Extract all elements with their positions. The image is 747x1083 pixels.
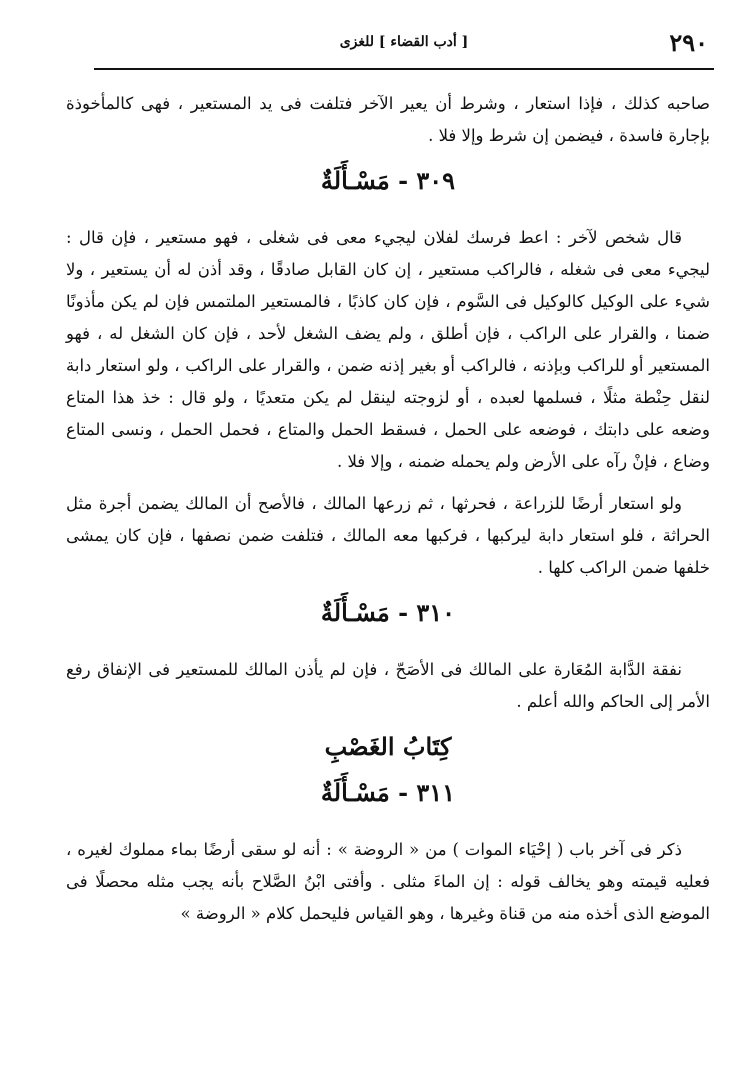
paragraph-carryover: صاحبه كذلك ، فإذا استعار ، وشرط أن يعير الآخر فتلفت فى يد المستعير ، فهى كالمأخوذة بإجارة فاسدة ، فيضمن إن شرط وإلا فلا .	[66, 94, 710, 145]
paragraph-311: ذكر فى آخر باب ( إحْيَاء الموات ) من « الروضة » : أنه لو سقى أرضًا بماء مملوك لغيره ، فعليه قيمته وهو يخالف قوله : إن الماءَ مثلى . وأفتى ابْنُ الصَّلاح بأنه يجب مثله محصلًا فى الموضع الذى أخذه منه من قناة وغيرها ، وهو القياس فليحمل كلام « الروضة »	[66, 840, 710, 923]
running-title: [ أدب القضاء ] للغزى	[339, 34, 469, 50]
paragraph-310: نفقة الدَّابة المُعَارة على المالك فى الأصَحّ ، فإن لم يأذن المالك للمستعير فى الإنفاق رفع الأمر إلى الحاكم والله أعلم .	[66, 660, 710, 711]
book-title: كِتَابُ الغَصْبِ	[324, 732, 452, 761]
page-number: ٢٩٠	[669, 28, 708, 57]
page-header	[94, 26, 714, 66]
section-heading-311: ٣١١ - مَسْـأَلَةٌ	[320, 778, 456, 807]
section-heading-309: ٣٠٩ - مَسْـأَلَةٌ	[320, 166, 456, 195]
header-rule	[94, 68, 714, 70]
page-body	[66, 88, 710, 940]
section-heading-310: ٣١٠ - مَسْـأَلَةٌ	[320, 598, 456, 627]
paragraph-309-a: قال شخص لآخر : اعط فرسك لفلان ليجيء معى فى شغلى ، فهو مستعير ، فإن قال : ليجيء معى فى شغله ، فالراكب مستعير ، إن كان القابل صادقًا ، وقد أذن له أن يستعير ، ولا شيء على الوكيل كالوكيل فى السَّوم ، فإن كان كاذبًا ، فالمستعير الملتمس فإن لم يكن مأذونًا ضمنا ، والقرار على الراكب ، فإن أطلق ، ولم يضف الشغل لأحد ، فإن كان الشغل له ، فهو المستعير أو للراكب وبإذنه ، فالراكب أو بغير إذنه ضمن ، والقرار على الراكب ، ولو استعار دابة لنقل حِنْطة مثلًا ، فسلمها لعبده ، أو لزوجته لينقل لم يكن متعديًا ، ولو قال : خذ هذا المتاع وضعه على دابتك ، فوضعه على الحمل ، فسقط الحمل والمتاع ، فحمل الحمل ، ونسى المتاع وضاع ، فإنْ رآه على الأرض ولم يحمله ضمنه ، وإلا فلا .	[66, 228, 710, 471]
paragraph-309-b: ولو استعار أرضًا للزراعة ، فحرثها ، ثم زرعها المالك ، فالأصح أن المالك يضمن أجرة مثل الحراثة ، فلو استعار دابة ليركبها ، فركبها معه المالك ، فتلفت ضمن نصفها ، فإن كان يمشى خلفها ضمن الراكب كلها .	[66, 494, 710, 577]
